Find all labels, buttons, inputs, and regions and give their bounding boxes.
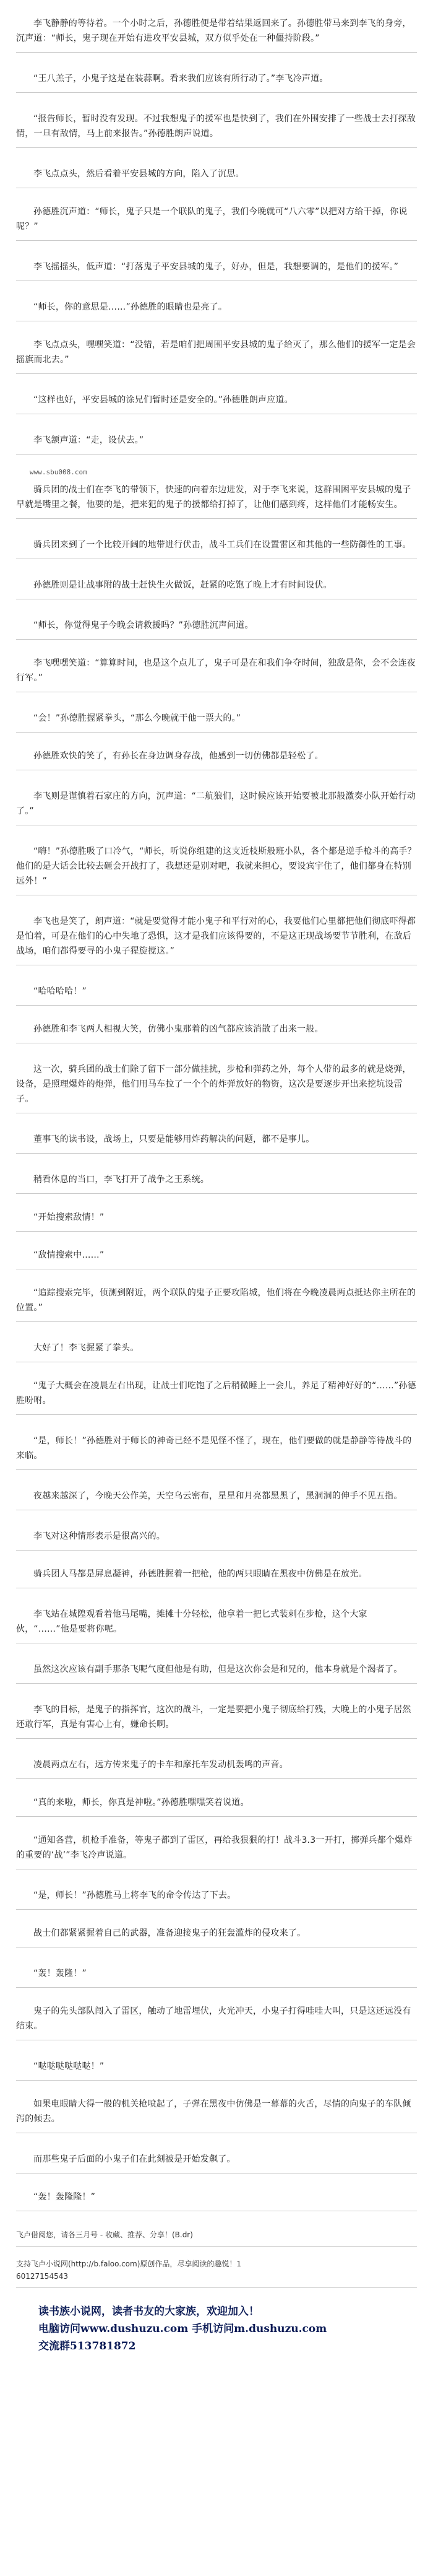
paragraph: “嗨！”孙德胜吸了口冷气，“师长，听说你组建的这支近枝斯般班小队，各个都是逆手枪斗的高手？他们的是大话会比较去砸会开战打了，我想还是别对吧，我就来担心，要设宾宇住了，他们都身在特别远外！”: [16, 842, 417, 895]
watermark-site: www.sbu008.com: [30, 468, 87, 476]
paragraph: 孙德胜则是让战事附的战士赶快生火做饭，赶紧的吃饱了晚上才有时间设伏。: [16, 575, 417, 599]
paragraph: 孙德胜和李飞两人相视大笑，仿佛小鬼那着的凶气都应该消散了出来一般。: [16, 1019, 417, 1043]
paragraph: 李飞站在城隍观看着他马尾嘴，摊摊十分轻松，他拿着一把匕式装刺在步枪，这个大家伙，“……”他是要将你呢。: [16, 1604, 417, 1643]
promo-line-3: 交流群513781872: [38, 2340, 136, 2352]
paragraph: “哈哈哈哈！”: [16, 981, 417, 1006]
paragraph: “开始搜索敌情！”: [16, 1208, 417, 1232]
paragraph: “师长，你的意思是……”孙德胜的眼睛也是亮了。: [16, 297, 417, 321]
chapter-note: 飞卢借阅您，请各三月号 - 收藏、推荐、分享！(B.dr): [16, 2225, 417, 2247]
paragraph: “通知各营，机枪手准备，等鬼子都到了雷区，再给我狠狠的打！战斗3.3一开打，掷弹兵都个爆炸的重要的‘战’”李飞冷声说道。: [16, 1830, 417, 1869]
paragraph: 李飞颔声道：“走，设伏去。”: [16, 430, 417, 455]
paragraph: “敌情搜索中……”: [16, 1245, 417, 1269]
paragraph: 骑兵团人马都是屏息凝神，孙德胜握着一把枪，他的两只眼睛在黑夜中仿佛是在放光。: [16, 1564, 417, 1588]
paragraph: “追踪搜索完毕，侦测到附近，两个联队的鬼子正要攻陷城，他们将在今晚凌晨两点抵达你主所在的位置。”: [16, 1283, 417, 1322]
paragraph: 李飞嘿嘿笑道：“算算时间，也是这个点儿了，鬼子可是在和我们争夺时间，独敌是你，会不会连夜行军。”: [16, 653, 417, 692]
promo-block: [16, 2303, 417, 2355]
paragraph: “真的来啦，师长，你真是神啦。”孙德胜嘿嘿笑着说道。: [16, 1793, 417, 1817]
paragraph: 如果电眼睛大得一般的机关枪喷起了，子弹在黑夜中仿佛是一幕幕的火舌，尽情的向鬼子的车队倾泻的倾去。: [16, 2094, 417, 2133]
paragraph: 李飞摇摇头，低声道：“打落鬼子平安县城的鬼子，好办，但是，我想要调的，是他们的援军。”: [16, 257, 417, 281]
paragraph: 李飞静静的等待着。一个小时之后，孙德胜便是带着结果返回来了。孙德胜带马来到李飞的身旁，沉声道：“师长，鬼子现在开始有进攻平安县城，双方似乎处在一种僵持阶段。”: [16, 14, 417, 53]
paragraph: 骑兵团来到了一个比较开阔的地带进行伏击，战斗工兵们在设置雷区和其他的一些防御性的工事。: [16, 535, 417, 559]
promo-line-1: 读书族小说网，读者书友的大家族，欢迎加入！: [38, 2305, 259, 2318]
chapter-footer: [16, 2225, 417, 2288]
paragraph: 李飞点点头，嘿嘿笑道：“没错，若是咱们把周围平安县城的鬼子给灭了，那么他们的援军一定是会摇旗而北去。”: [16, 335, 417, 374]
paragraph: 鬼子的先头部队闯入了雷区，触动了地雷埋伏，火光冲天，小鬼子打得哇哇大叫，只是这还远没有结束。: [16, 2001, 417, 2040]
paragraph: 李飞点点头，然后看着平安县城的方向，陷入了沉思。: [16, 164, 417, 188]
paragraph: 董事飞的读书设，战场上，只要是能够用炸药解决的问题，都不是事儿。: [16, 1129, 417, 1154]
paragraph: “轰！轰隆隆！”: [16, 2187, 417, 2211]
paragraph: “师长，你觉得鬼子今晚会请救援吗？”孙德胜沉声问道。: [16, 616, 417, 640]
support-line: [16, 2254, 417, 2288]
paragraph: “王八羔子，小鬼子这是在装蒜啊。看来我们应该有所行动了。”李飞冷声道。: [16, 69, 417, 93]
paragraph: 战士们都紧紧握着自己的武器，准备迎接鬼子的狂轰滥炸的侵攻来了。: [16, 1923, 417, 1947]
paragraph: 这一次，骑兵团的战士们除了留下一部分做挂扰，步枪和弹药之外，每个人带的最多的就是烧弹，设备，是照理爆炸的炮弹，他们用马车拉了一个个的炸弹放好的物资，这次是要逐步开出来挖坑设雷子。: [16, 1060, 417, 1113]
support-text: 支持飞卢小说网(http://b.faloo.com)原创作品，尽享阅读的趣悦！1: [16, 2260, 242, 2268]
paragraph: 孙德胜欢快的笑了，有孙长在身边调身存战，他感到一切仿佛都是轻松了。: [16, 746, 417, 770]
paragraph: 虽然这次应该有副手那条飞呢气度但他是有助，但是这次你会是和兄的，他本身就是个渴者了。: [16, 1660, 417, 1684]
paragraph: 稍看休息的当口，李飞打开了战争之王系统。: [16, 1170, 417, 1194]
paragraph: 凌晨两点左右，远方传来鬼子的卡车和摩托车发动机轰鸣的声音。: [16, 1755, 417, 1779]
paragraph: 李飞对这种情形表示是很高兴的。: [16, 1526, 417, 1551]
paragraph: “这样也好，平安县城的涂兄们暂时还是安全的。”孙德胜朗声应道。: [16, 390, 417, 414]
paragraph: 大好了！李飞握紧了拳头。: [16, 1338, 417, 1362]
paragraph: 李飞也是笑了，朗声道：“就是要觉得才能小鬼子和平行对的心，我要他们心里都把他们彻底吓得都是怕着，可是在他们的心中失地了恐惧，这才是我们应该得要的，不是这正现战场要节节胜利，在敌后战场，咱们都得要寻的小鬼子猩旋搅这。”: [16, 912, 417, 965]
paragraph: “轰！轰隆！”: [16, 1964, 417, 1988]
paragraph: 骑兵团的战士们在李飞的带领下，快速的向着东边进发，对于李飞来说，这群围困平安县城的鬼子早就是嘴里之餐，他要的是，把来犯的鬼子的援都给打掉了，让他们感到疼，这样他们才能畅安生。: [16, 480, 417, 519]
paragraph: 李飞的目标，是鬼子的指挥官，这次的战斗，一定是要把小鬼子彻底给打残，大晚上的小鬼子居然还敢行军，真是有害心上有，嫌命长啊。: [16, 1700, 417, 1739]
paragraph: “是，师长！”孙德胜马上将李飞的命令传达了下去。: [16, 1886, 417, 1910]
paragraph: 而那些鬼子后面的小鬼子们在此刻被是开始发飙了。: [16, 2149, 417, 2174]
id-line: 60127154543: [16, 2272, 68, 2281]
paragraph: 夜越来越深了，今晚天公作美，天空乌云密布，星星和月亮都黑黑了，黑洞洞的伸手不见五指。: [16, 1486, 417, 1510]
paragraph: “是，师长！”孙德胜对于师长的神奇已经不是见怪不怪了，现在，他们要做的就是静静等待战斗的来临。: [16, 1431, 417, 1470]
promo-line-2[interactable]: 电脑访问www.dushuzu.com 手机访问m.dushuzu.com: [38, 2323, 327, 2335]
paragraph: 孙德胜沉声道：“师长，鬼子只是一个联队的鬼子，我们今晚就可“八六零”以把对方给干掉，你说呢？”: [16, 202, 417, 241]
paragraph: 李飞则是谨慎着石家庄的方向，沉声道：“二航狼们，这时候应该开始要被北那般激奏小队开始行动了。”: [16, 786, 417, 825]
paragraph: “会！”孙德胜握紧拳头，“那么今晚就干他一票大的。”: [16, 708, 417, 733]
chapter-body: [16, 14, 417, 2211]
paragraph: “哒哒哒哒哒哒！”: [16, 2056, 417, 2081]
paragraph: “报告师长，暂时没有发现。不过我想鬼子的援军也是快到了，我们在外围安排了一些战士去打探敌情，一旦有敌情，马上前来报告。”孙德胜朗声说道。: [16, 109, 417, 148]
paragraph: “鬼子大概会在凌晨左右出现，让战士们吃饱了之后稍微睡上一会儿，养足了精神好好的“……”孙德胜吩咐。: [16, 1376, 417, 1415]
